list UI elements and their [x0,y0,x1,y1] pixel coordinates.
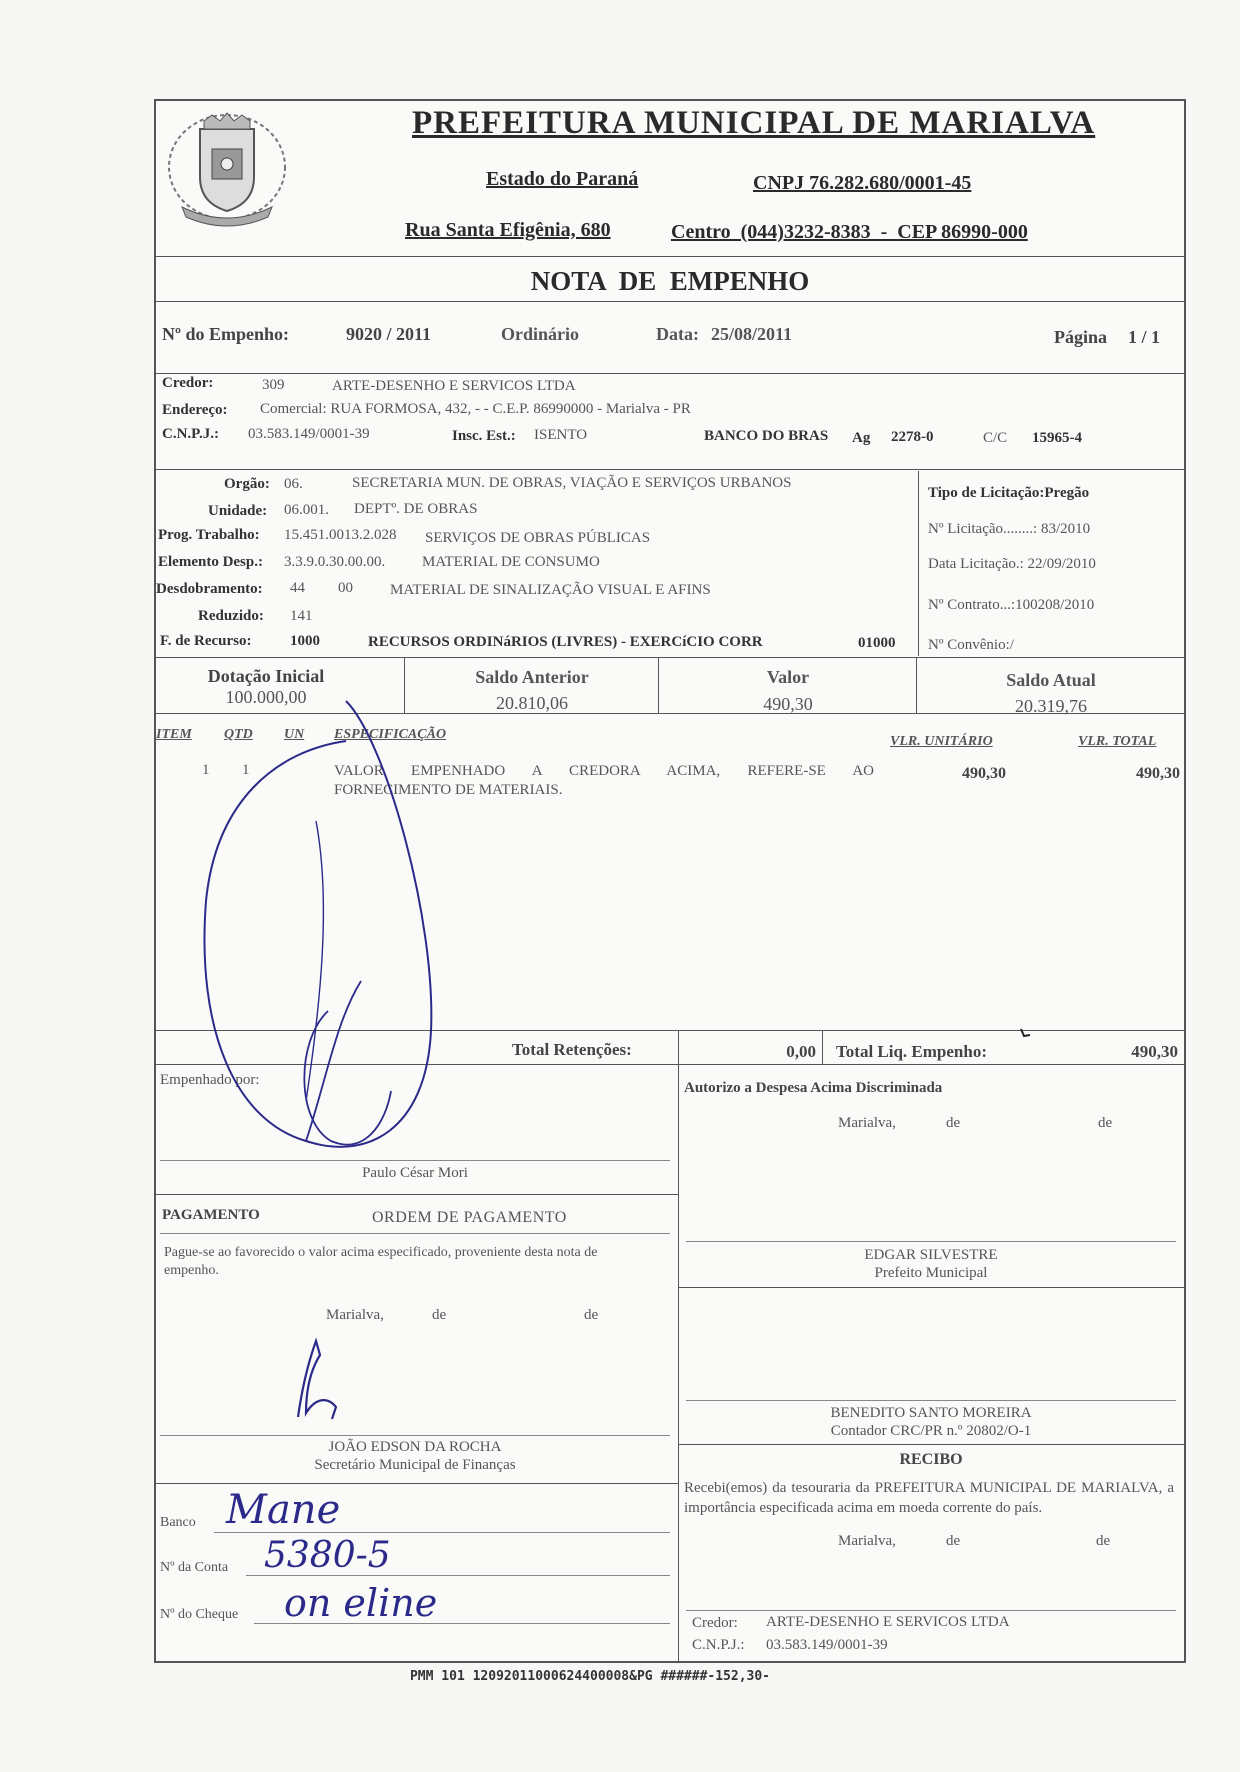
banco-handwritten: Mane [226,1487,341,1533]
banco-label: Banco [160,1515,196,1530]
prefeito-name: EDGAR SILVESTRE [864,1247,998,1263]
unidade-label: Unidade: [208,503,268,519]
numero-contrato: Nº Contrato...:100208/2010 [928,597,1095,613]
header-title: PREFEITURA MUNICIPAL DE MARIALVA [412,105,1096,141]
recibo-day-de: de [946,1533,961,1549]
unidade-name: DEPTº. DE OBRAS [354,501,478,517]
col-qtd: QTD [224,727,253,742]
credor-cnpj: 03.583.149/0001-39 [248,426,370,442]
empenho-date: 25/08/2011 [711,324,793,344]
prog-name: SERVIÇOS DE OBRAS PÚBLICAS [425,530,651,546]
dotacao-value: 100.000,00 [225,687,307,707]
col-un: UN [284,727,305,742]
recibo-month-de: de [1096,1533,1111,1549]
empenhado-por-name: Paulo César Mori [362,1165,468,1181]
numero-licitacao: Nº Licitação........: 83/2010 [928,521,1091,537]
recurso-name: RECURSOS ORDINáRIOS (LIVRES) - EXERCíCIO CORR [368,634,763,650]
credor-name: ARTE-DESENHO E SERVICOS LTDA [332,378,576,394]
desd-sub: 00 [338,580,353,596]
ag-label: Ag [852,430,871,446]
left-place: Marialva, [326,1307,384,1323]
recurso-code: 1000 [290,633,320,649]
empenho-type: Ordinário [501,324,580,344]
elem-code: 3.3.9.0.30.00.00. [284,554,386,570]
cheque-handwritten: on eline [284,1581,438,1625]
nota-de-empenho-form [154,99,1186,1663]
recibo-cnpj: 03.583.149/0001-39 [766,1637,888,1653]
recurso-number: 01000 [858,635,896,651]
total-retencoes-label: Total Retenções: [512,1040,632,1059]
right-month-de: de [1098,1115,1113,1131]
col-item: ITEM [156,727,192,742]
document-title: NOTA DE EMPENHO [530,266,810,296]
header-state: Estado do Paraná [486,168,639,190]
orgao-name: SECRETARIA MUN. DE OBRAS, VIAÇÃO E SERVIÇOS URBANOS [352,475,792,491]
secretario-role: Secretário Municipal de Finanças [314,1457,516,1473]
cnpj-label: C.N.P.J.: [162,426,219,442]
recibo-text: Recebi(emos) da tesouraria da PREFEITURA MUNICIPAL DE MARIALVA, a importância especificada acima em moeda corrente do país. [684,1480,1174,1516]
insc-value: ISENTO [534,427,588,443]
saldo-atual-value: 20.319,76 [1015,696,1087,716]
contador-role: Contador CRC/PR n.º 20802/O-1 [830,1423,1032,1439]
header-cnpj: CNPJ 76.282.680/0001-45 [753,172,972,194]
saldo-anterior-label: Saldo Anterior [475,667,589,687]
data-licitacao: Data Licitação.: 22/09/2010 [928,556,1096,572]
right-place: Marialva, [838,1115,896,1131]
reduzido-value: 141 [290,608,313,624]
orgao-code: 06. [284,476,303,492]
footer-code: PMM 101 12092011000624400008&PG ######-152,30- [409,1669,771,1684]
col-vlr-total: VLR. TOTAL [1078,734,1157,749]
saldo-anterior-value: 20.810,06 [496,693,568,713]
prog-code: 15.451.0013.2.028 [284,527,397,543]
desd-code: 44 [290,580,305,596]
recibo-cnpj-label: C.N.P.J.: [692,1637,745,1653]
pagamento-heading: PAGAMENTO [162,1207,260,1223]
item-unit-value: 490,30 [962,765,1006,782]
dotacao-label: Dotação Inicial [207,666,325,686]
valor-label: Valor [766,667,810,687]
signature-marks [156,101,1184,1661]
recurso-label: F. de Recurso: [160,633,252,649]
page-label: Página [1054,327,1108,347]
credor-code: 309 [262,377,285,393]
valor-value: 490,30 [763,694,813,714]
conta-label: Nº da Conta [160,1560,229,1575]
recibo-heading: RECIBO [899,1451,963,1468]
address-label: Endereço: [162,402,228,418]
conta-handwritten: 5380-5 [264,1535,391,1576]
desd-name: MATERIAL DE SINALIZAÇÃO VISUAL E AFINS [390,582,711,598]
total-liquido-label: Total Liq. Empenho: [836,1042,987,1061]
secretario-name: JOÃO EDSON DA ROCHA [328,1439,502,1455]
bank-name: BANCO DO BRAS [704,428,829,444]
recibo-place: Marialva, [838,1533,896,1549]
recibo-credor-label: Credor: [692,1615,738,1631]
ordem-pagamento-heading: ORDEM DE PAGAMENTO [372,1209,567,1226]
col-vlr-unitario: VLR. UNITÁRIO [890,734,993,749]
credor-address: Comercial: RUA FORMOSA, 432, - - C.E.P. 86990000 - Marialva - PR [260,401,691,417]
saldo-atual-label: Saldo Atual [1006,670,1096,690]
right-day-de: de [946,1115,961,1131]
insc-label: Insc. Est.: [452,428,516,444]
contador-name: BENEDITO SANTO MOREIRA [830,1405,1032,1421]
header-district-phone: Centro (044)3232-8383 - CEP 86990-000 [671,221,1028,243]
tipo-licitacao: Tipo de Licitação:Pregão [928,485,1090,501]
prefeito-role: Prefeito Municipal [874,1265,988,1281]
left-month-de: de [584,1307,599,1323]
empenho-date-label: Data: [656,324,699,344]
item-spec-line1: VALOR EMPENHADO A CREDORA ACIMA, REFERE-SE AO [334,763,874,779]
recibo-credor-name: ARTE-DESENHO E SERVICOS LTDA [766,1614,1010,1630]
total-retencoes-value: 0,00 [786,1042,816,1061]
ag-value: 2278-0 [891,429,934,445]
cheque-label: Nº do Cheque [160,1607,239,1622]
elem-name: MATERIAL DE CONSUMO [422,554,600,570]
elem-label: Elemento Desp.: [158,554,263,570]
header-address: Rua Santa Efigênia, 680 [405,219,611,241]
autorizo-text: Autorizo a Despesa Acima Discriminada [684,1080,943,1096]
credor-label: Credor: [162,375,214,391]
item-spec-line2: FORNECIMENTO DE MATERIAIS. [334,782,563,798]
item-qtd: 1 [242,762,250,778]
total-liquido-value: 490,30 [1131,1042,1178,1061]
empenho-number-label: Nº do Empenho: [162,324,289,344]
empenho-number: 9020 / 2011 [346,324,432,344]
left-day-de: de [432,1307,447,1323]
cc-label: C/C [983,430,1008,446]
numero-convenio: Nº Convênio:/ [928,637,1014,653]
item-total-value: 490,30 [1136,765,1180,782]
desd-label: Desdobramento: [156,581,263,597]
cc-value: 15965-4 [1032,430,1082,446]
unidade-code: 06.001. [284,502,329,518]
item-number: 1 [202,762,210,778]
reduzido-label: Reduzido: [198,608,264,624]
col-especificacao: ESPECIFICAÇÃO [334,727,447,742]
page-number: 1 / 1 [1128,327,1161,347]
prog-label: Prog. Trabalho: [158,527,260,543]
orgao-label: Orgão: [224,476,270,492]
empenhado-por-label: Empenhado por: [160,1072,260,1088]
pague-se-text: Pague-se ao favorecido o valor acima especificado, proveniente desta nota de empenho. [164,1245,598,1279]
